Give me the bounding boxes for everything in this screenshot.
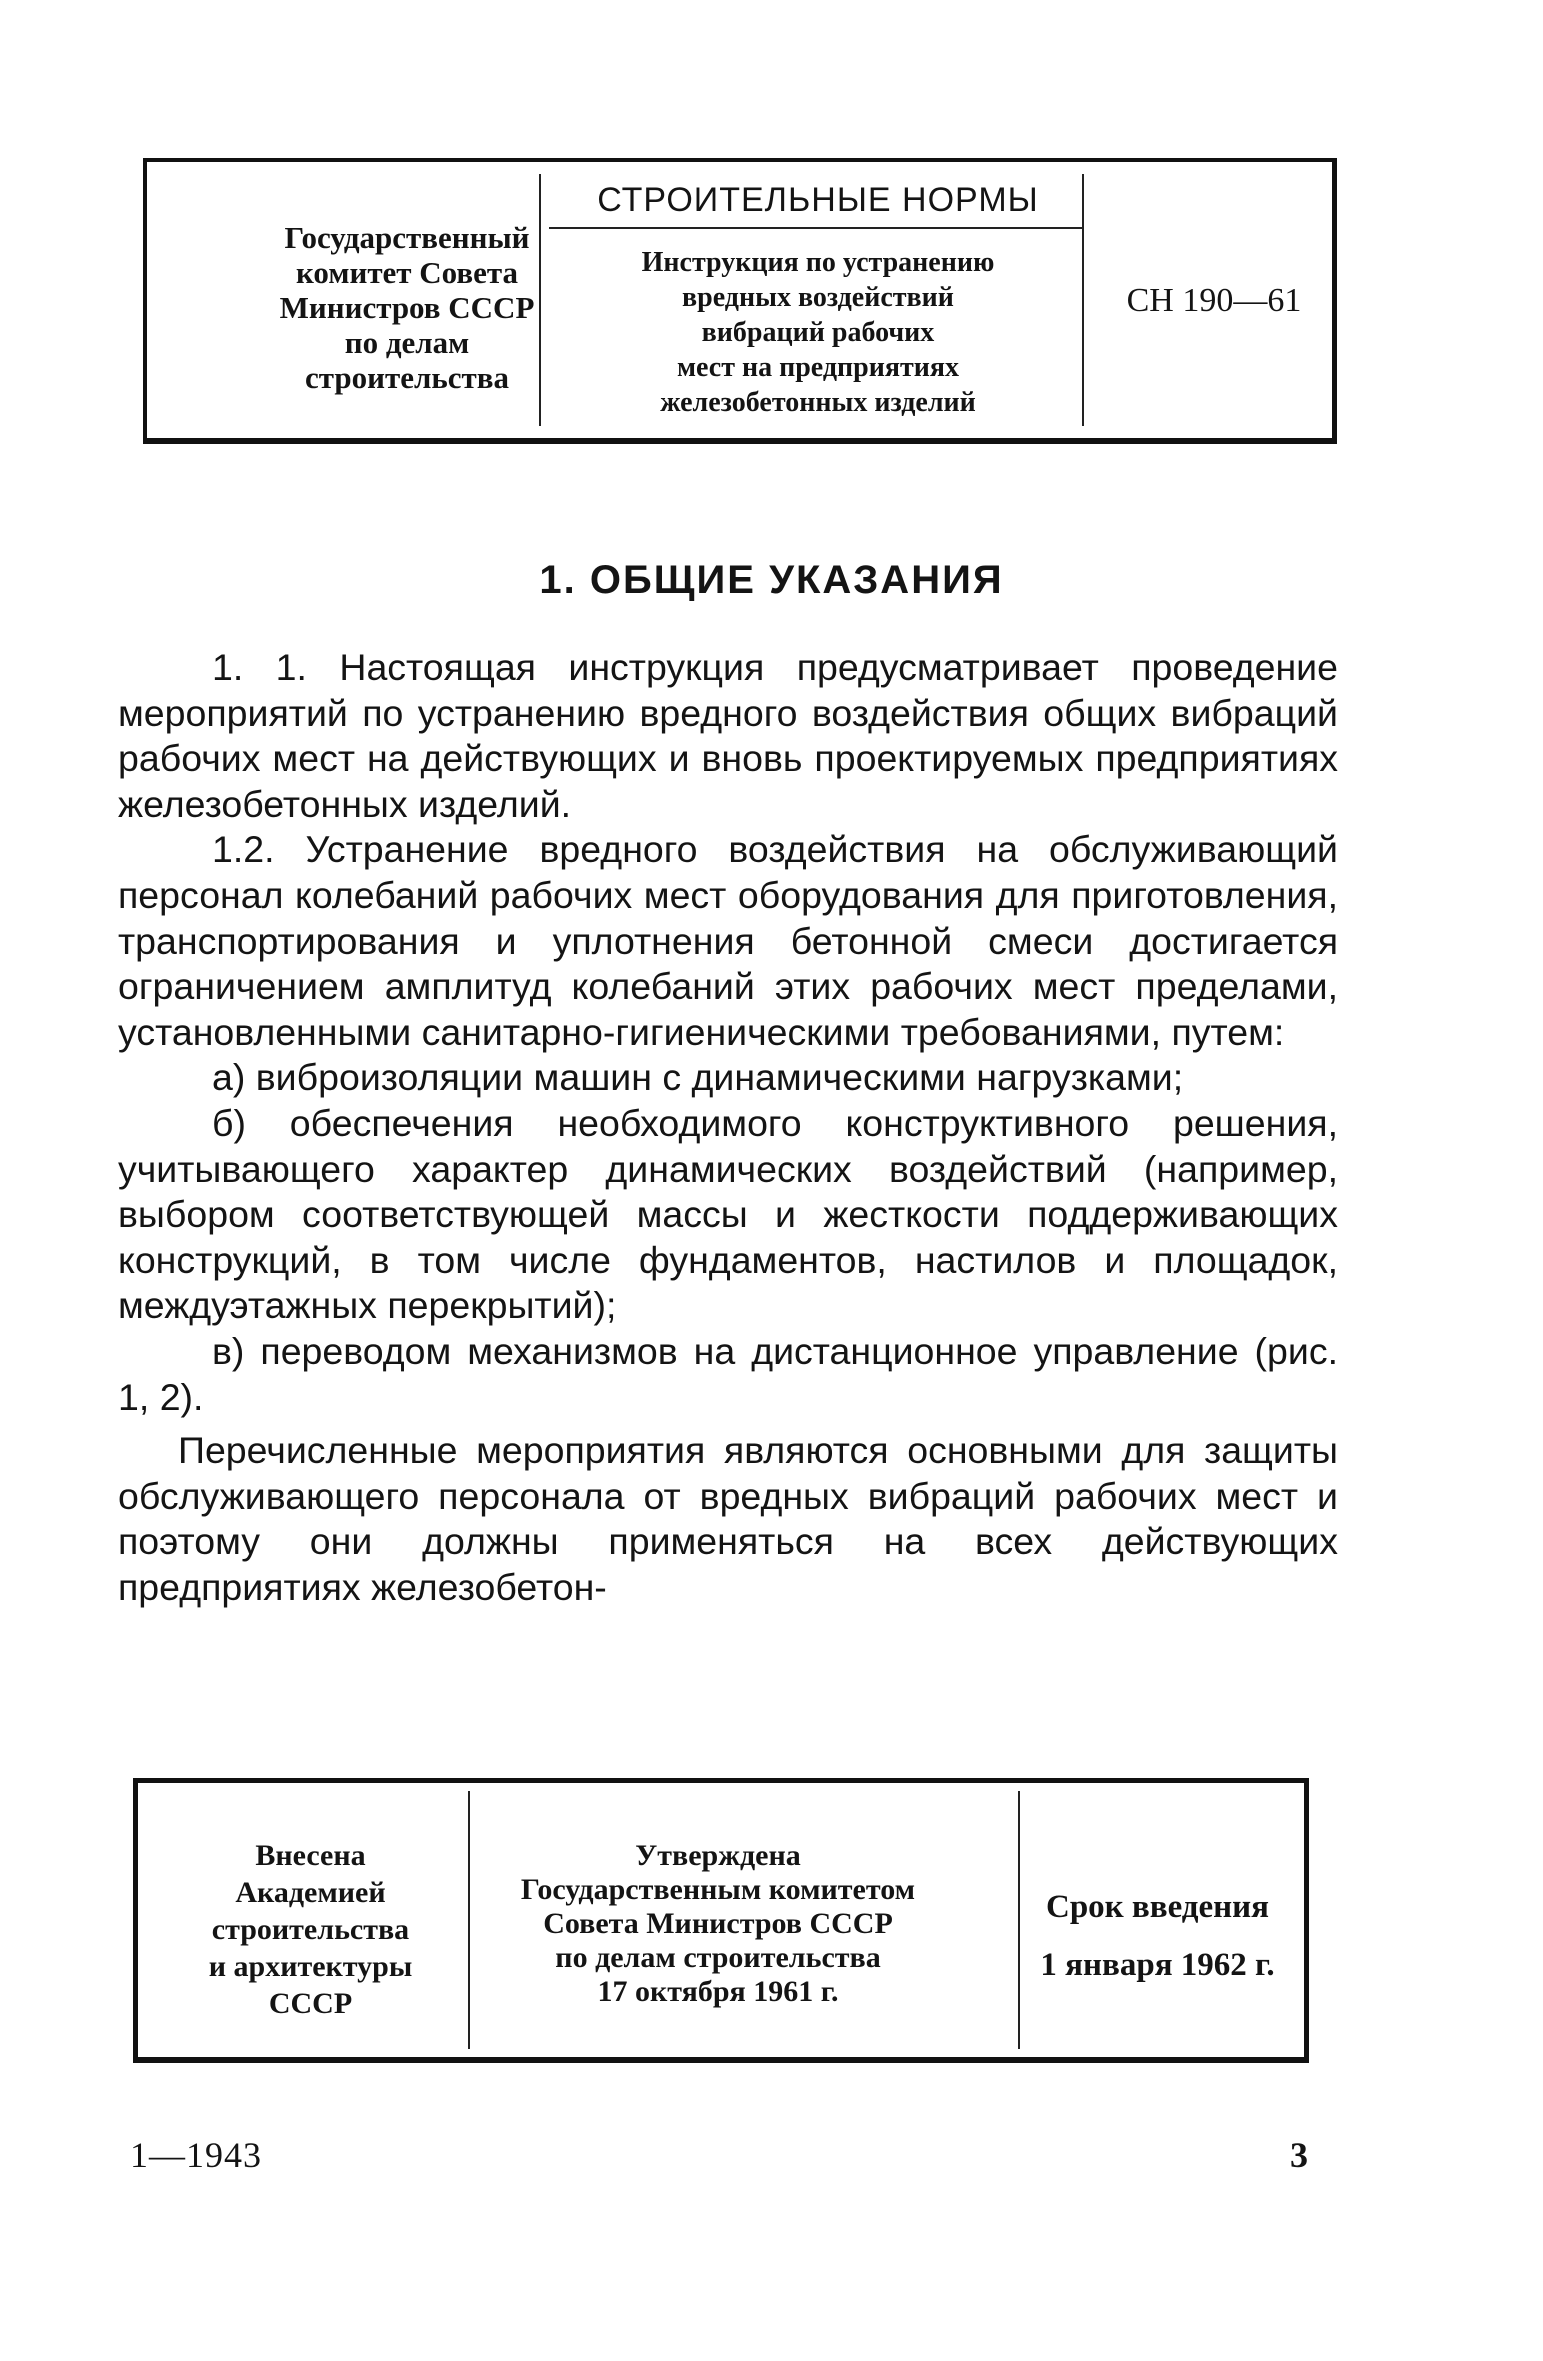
issuer-line: Министров СССР <box>279 290 535 325</box>
section-body <box>118 645 1338 1610</box>
approved-line: Государственным комитетом <box>520 1873 916 1906</box>
print-signature: 1—1943 <box>130 2135 262 2175</box>
issuer-line: комитет Совета <box>295 255 519 290</box>
list-item-c: в) переводом механизмов на дистанционное управление (рис. 1, 2). <box>118 1329 1338 1418</box>
introduced-by <box>143 1837 478 2022</box>
approved-line: 17 октября 1961 г. <box>597 1975 839 2008</box>
document-title <box>542 245 1094 420</box>
paragraph-1-1: 1. 1. Настоящая инструкция предусматривает проведение мероприятий по устранению вредного воздействия общих вибраций рабочих мест на действующих и вновь проектируемых предприятиях железобетонных изделий. <box>118 646 1338 825</box>
title-line: вредных воздействий <box>682 282 954 313</box>
approved-line: по делам строительства <box>555 1941 881 1974</box>
approved-line: Утверждена <box>635 1839 801 1872</box>
title-line: мест на предприятиях <box>676 352 960 383</box>
approval-table <box>133 1778 1309 2063</box>
document-code: СН 190—61 <box>1126 282 1302 319</box>
document-category: СТРОИТЕЛЬНЫЕ НОРМЫ <box>597 181 1039 219</box>
introduced-line: Внесена <box>255 1839 366 1872</box>
page-number: 3 <box>1290 2135 1308 2175</box>
list-item-b: б) обеспечения необходимого конструктивного решения, учитывающего характер динамических воздействий (например, выбором соответствующей массы и жесткости поддерживающих конструкций, в том числе фундаментов, настилов и площадок, междуэтажных перекрытий); <box>118 1101 1338 1327</box>
title-line: железобетонных изделий <box>660 387 976 418</box>
approved-line: Совета Министров СССР <box>543 1907 893 1940</box>
effective-value: 1 января 1962 г. <box>1040 1947 1275 1983</box>
effective-label: Срок введения <box>1045 1889 1270 1925</box>
category-divider <box>549 227 1084 229</box>
introduced-line: и архитектуры <box>208 1950 413 1983</box>
introduced-line: СССР <box>268 1987 353 2020</box>
paragraph-summary: Перечисленные мероприятия являются основными для защиты обслуживающего персонала от вредных вибраций рабочих мест и поэтому они должны применяться на всех действующих предприятиях железобетон- <box>118 1429 1338 1608</box>
effective-date <box>1000 1878 1315 1994</box>
header-table <box>143 158 1337 444</box>
paragraph-1-2: 1.2. Устранение вредного воздействия на обслуживающий персонал колебаний рабочих мест оборудования для приготовления, транспортирования и уплотнения бетонной смеси достигается ограничением амплитуд колебаний этих рабочих мест пределами, установленными санитарно-гигиеническими требованиями, путем: <box>118 828 1338 1053</box>
issuer-line: Государственный <box>284 220 530 255</box>
approved-by <box>468 1839 968 2009</box>
issuer-line: по делам <box>344 325 470 360</box>
introduced-line: Академией <box>235 1876 386 1909</box>
introduced-line: строительства <box>211 1913 410 1946</box>
list-item-a: а) виброизоляции машин с динамическими нагрузками; <box>212 1056 1184 1099</box>
issuer-line: строительства <box>305 360 509 395</box>
title-line: вибраций рабочих <box>701 317 935 348</box>
section-heading: 1. ОБЩИЕ УКАЗАНИЯ <box>539 558 1004 602</box>
title-line: Инструкция по устранению <box>641 247 995 278</box>
